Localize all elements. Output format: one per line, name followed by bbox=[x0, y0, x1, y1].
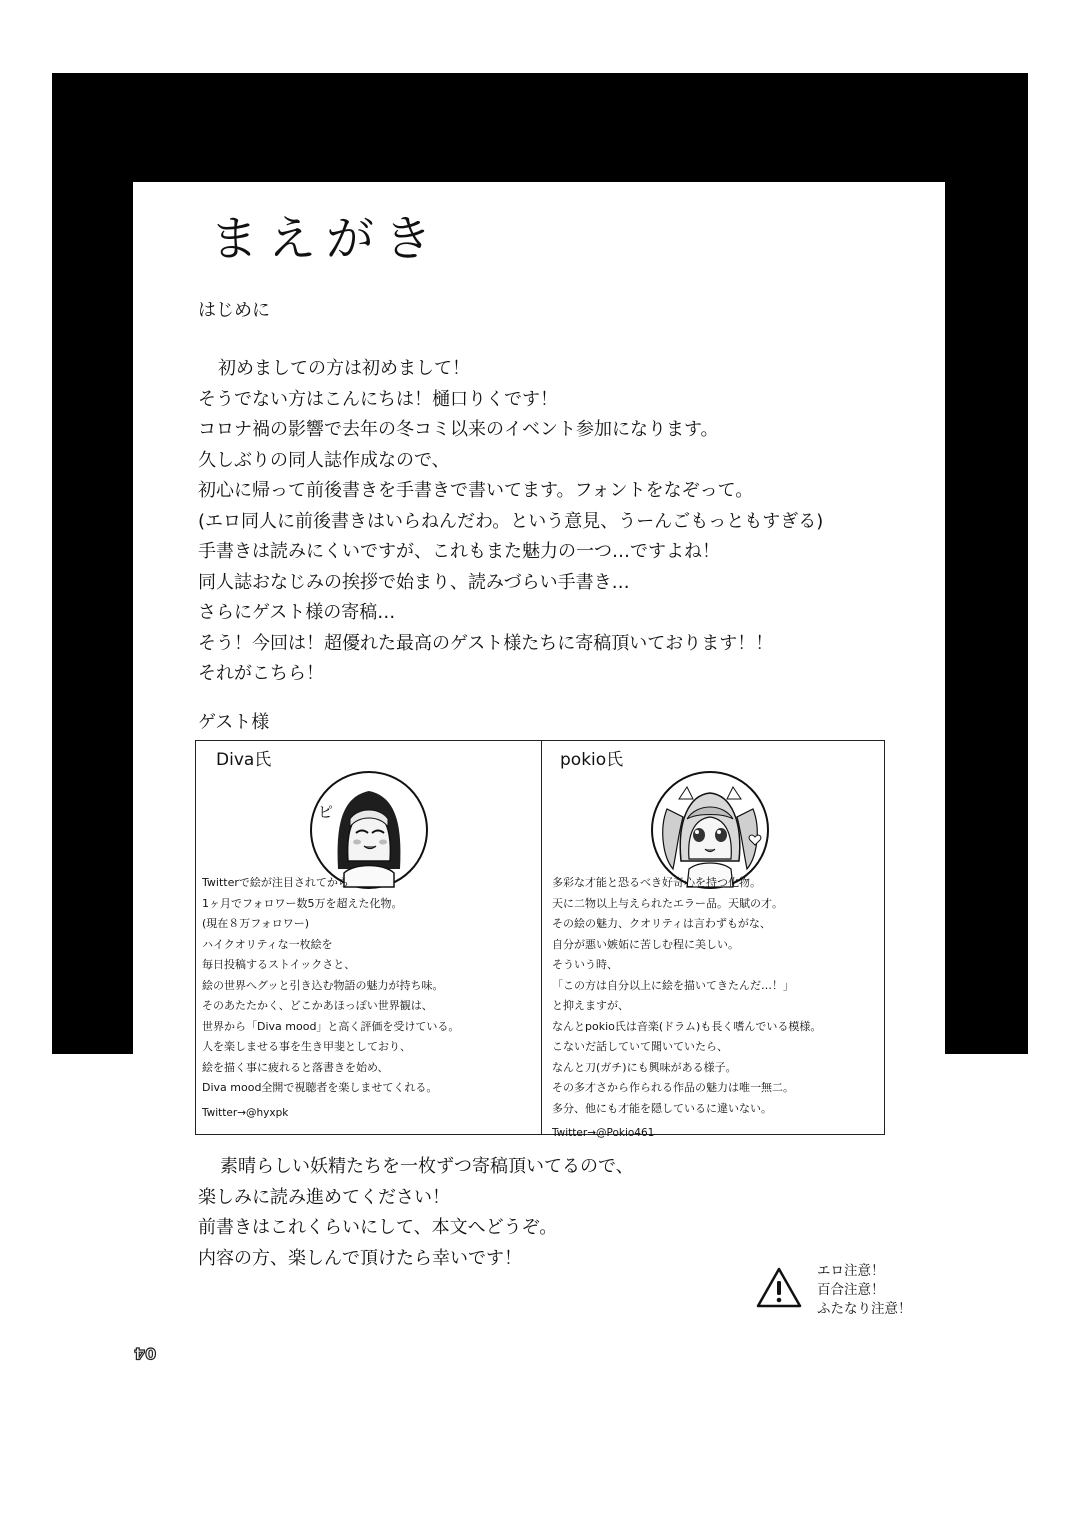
intro-line: それがこちら！ bbox=[198, 663, 324, 684]
intro-line: 初心に帰って前後書きを手書きで書いてます。フォントをなぞって。 bbox=[198, 480, 754, 501]
bio-line: Diva mood全開で視聴者を楽しませてくれる。 bbox=[202, 1081, 438, 1094]
closing-line: 楽しみに読み進めてください！ bbox=[198, 1186, 450, 1208]
guest-name-diva: Diva氏 bbox=[216, 750, 272, 770]
pokio-bio bbox=[552, 873, 821, 1144]
guests-heading: ゲスト様 bbox=[198, 712, 270, 733]
intro-line: 久しぶりの同人誌作成なので、 bbox=[198, 449, 450, 471]
bio-line: 絵の世界へグッと引き込む物語の魅力が持ち味。 bbox=[202, 978, 444, 992]
closing-line: 前書きはこれくらいにして、本文へどうぞ。 bbox=[198, 1217, 558, 1238]
intro-line: そう！今回は！超優れた最高のゲスト様たちに寄稿頂いております！！ bbox=[198, 632, 774, 654]
closing-paragraph bbox=[198, 1152, 634, 1274]
intro-paragraph bbox=[198, 354, 898, 690]
bio-line: (現在８万フォロワー) bbox=[202, 917, 310, 930]
intro-line: コロナ禍の影響で去年の冬コミ以来のイベント参加になります。 bbox=[198, 419, 719, 440]
avatar-sfx-text: ピ bbox=[318, 803, 334, 821]
bio-line: と抑えますが、 bbox=[552, 999, 629, 1012]
bio-line: なんとpokio氏は音楽(ドラム)も長く嗜んでいる模様。 bbox=[552, 1019, 822, 1033]
warning-icon bbox=[755, 1266, 803, 1310]
bio-line: 絵を描く事に疲れると落書きを始め、 bbox=[202, 1060, 389, 1074]
bio-line: 多彩な才能と恐るべき好奇心を持つ化物。 bbox=[552, 876, 761, 889]
guest-box bbox=[195, 740, 885, 1139]
diva-twitter-link[interactable]: Twitter→@hyxpk bbox=[202, 1106, 289, 1119]
pokio-twitter-link[interactable]: Twitter→@Pokio461 bbox=[552, 1127, 655, 1139]
bio-line: 「この方は自分以上に絵を描いてきたんだ…！」 bbox=[552, 978, 794, 992]
intro-line: そうでない方はこんにちは！樋口りくです！ bbox=[198, 388, 558, 410]
intro-line: 手書きは読みにくいですが、これもまた魅力の一つ…ですよね！ bbox=[198, 541, 720, 562]
bio-line: なんと刀(ガチ)にも興味がある様子。 bbox=[552, 1060, 737, 1074]
intro-heading: はじめに bbox=[198, 300, 270, 321]
bio-line: 天に二物以上与えられたエラー品。天賦の才。 bbox=[552, 896, 783, 910]
warning-line: ふたなり注意！ bbox=[817, 1301, 912, 1317]
guest-divider bbox=[541, 741, 542, 1134]
bio-line: そのあたたかく、どこかあほっぽい世界観は、 bbox=[202, 999, 433, 1012]
bio-line: その多才さから作られる作品の魅力は唯一無二。 bbox=[552, 1081, 794, 1094]
page-number: 04 bbox=[134, 1344, 157, 1363]
warning-line: 百合注意！ bbox=[817, 1282, 885, 1298]
bio-line: 多分、他にも才能を隠しているに違いない。 bbox=[552, 1101, 772, 1115]
page-title: まえがき bbox=[210, 211, 443, 267]
bio-line: Twitterで絵が注目されてから bbox=[202, 876, 349, 889]
intro-line: 初めましての方は初めまして！ bbox=[218, 358, 470, 379]
warning-line: エロ注意！ bbox=[817, 1263, 885, 1279]
intro-line: (エロ同人に前後書きはいらねんだわ。という意見、うーんごもっともすぎる) bbox=[198, 510, 824, 532]
bio-line: そういう時、 bbox=[552, 958, 618, 971]
closing-line: 内容の方、楽しんで頂けたら幸いです！ bbox=[198, 1247, 522, 1269]
bio-line: その絵の魅力、クオリティは言わずもがな、 bbox=[552, 917, 771, 930]
warning-notes bbox=[817, 1262, 912, 1319]
guest-name-pokio: pokio氏 bbox=[560, 750, 624, 770]
bio-line: 毎日投稿するストイックさと、 bbox=[202, 958, 356, 971]
bio-line: 自分が悪い嫉妬に苦しむ程に美しい。 bbox=[552, 937, 739, 951]
bio-line: 世界から「Diva mood」と高く評価を受けている。 bbox=[202, 1019, 460, 1033]
intro-line: 同人誌おなじみの挨拶で始まり、読みづらい手書き… bbox=[198, 571, 630, 593]
bio-line: 1ヶ月でフォロワー数5万を超えた化物。 bbox=[202, 896, 403, 910]
bio-line: ハイクオリティな一枚絵を bbox=[202, 937, 333, 951]
bio-line: 人を楽しませる事を生き甲斐としており、 bbox=[202, 1040, 411, 1053]
closing-line: 素晴らしい妖精たちを一枚ずつ寄稿頂いてるので、 bbox=[220, 1156, 634, 1177]
bio-line: こないだ話していて聞いていたら、 bbox=[552, 1040, 728, 1053]
intro-line: さらにゲスト様の寄稿… bbox=[198, 602, 396, 623]
diva-bio bbox=[202, 873, 459, 1123]
